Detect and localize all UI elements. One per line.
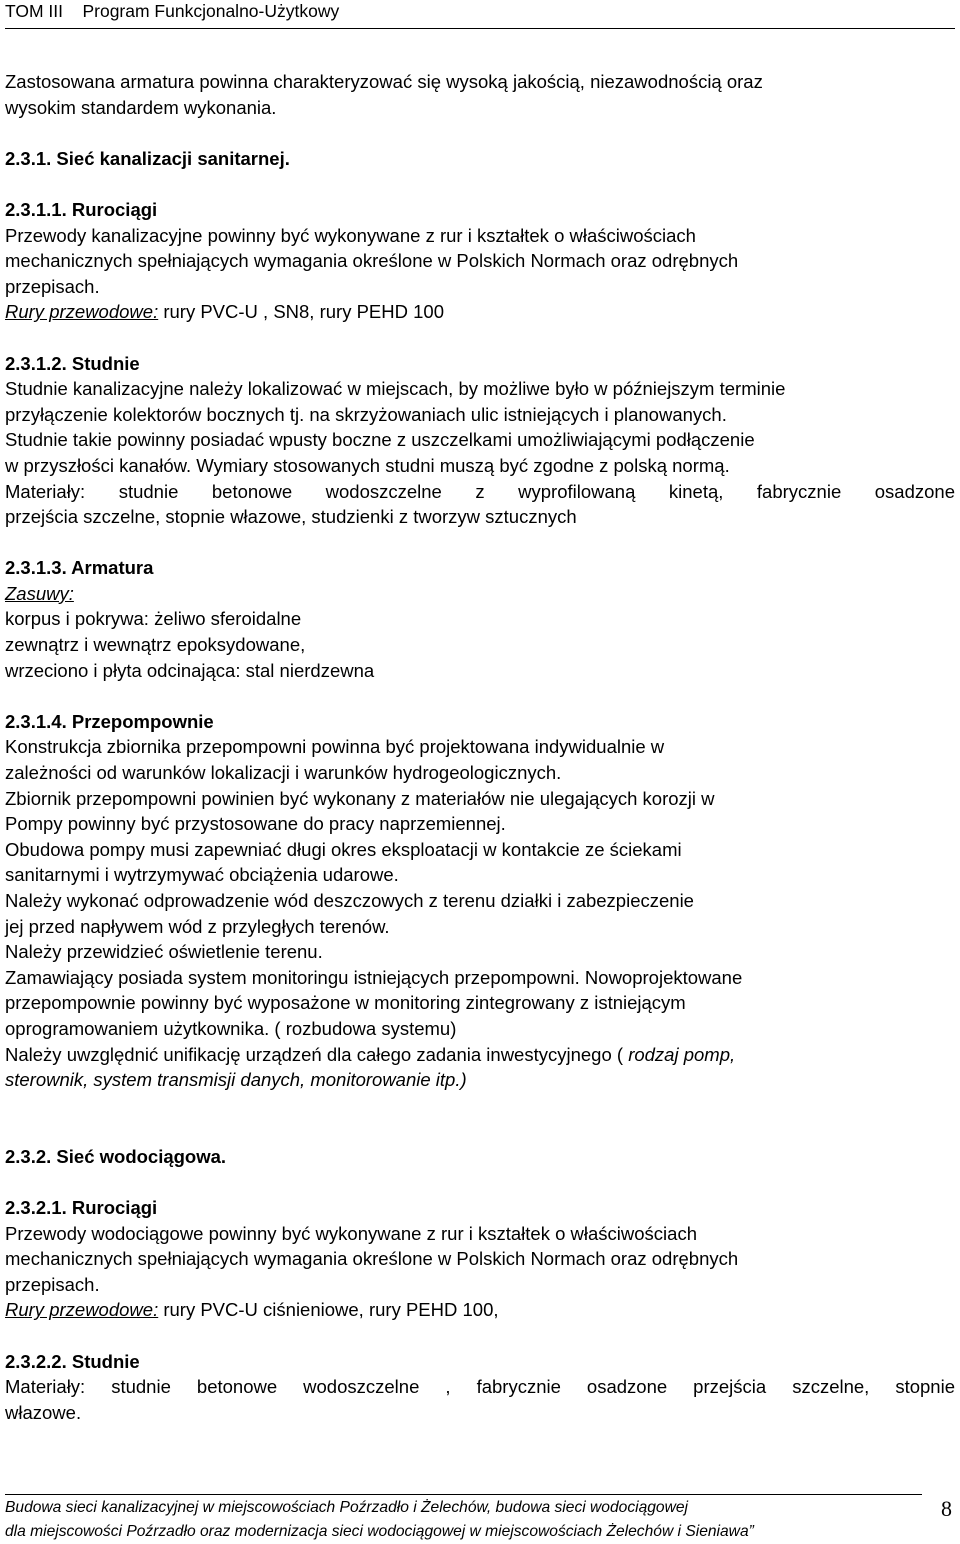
text-line [5, 1042, 955, 1068]
pipes-line [5, 299, 955, 325]
text-line: Przewody wodociągowe powinny być wykonywane z rur i kształtek o właściwościach [5, 1222, 697, 1244]
document-body [5, 69, 955, 1425]
text-line: Materiały: studnie betonowe wodoszczelne z wyprofilowaną kinetą, fabrycznie osadzone [5, 480, 955, 502]
text-line: Pompy powinny być przystosowane do pracy naprzemiennej. [5, 813, 506, 835]
text-line: w przyszłości kanałów. Wymiary stosowanych studni muszą być zgodne z polską normą. [5, 454, 730, 476]
footer-line: Budowa sieci kanalizacyjnej w miejscowościach Poźrzadło i Żelechów, budowa sieci wodociągowej [5, 1499, 688, 1516]
section-heading: 2.3.1.2. Studnie [5, 352, 140, 374]
text-line: Studnie takie powinny posiadać wpusty boczne z uszczelkami umożliwiającymi podłączenie [5, 429, 755, 451]
text-line: jej przed napływem wód z przyległych terenów. [5, 915, 390, 937]
text-line: przepisach. [5, 275, 100, 297]
text-line: sterownik, system transmisji danych, monitorowanie itp.) [5, 1069, 467, 1091]
text-line: zewnątrz i wewnątrz epoksydowane, [5, 634, 306, 656]
text-line: mechanicznych spełniających wymagania określone w Polskich Normach oraz odrębnych [5, 1248, 739, 1270]
text-line: Obudowa pompy musi zapewniać długi okres eksploatacji w kontakcie ze ściekami [5, 838, 682, 860]
intro-line: wysokim standardem wykonania. [5, 96, 277, 118]
pipes-value: rury PVC-U ciśnieniowe, rury PEHD 100, [158, 1299, 499, 1321]
intro-line: Zastosowana armatura powinna charakteryzować się wysoką jakością, niezawodnością oraz [5, 71, 763, 92]
text-line: włazowe. [5, 1401, 82, 1423]
text-line: przejścia szczelne, stopnie włazowe, studzienki z tworzyw sztucznych [5, 506, 577, 528]
text-line: Zbiornik przepompowni powinien być wykonany z materiałów nie ulegających korozji w [5, 787, 715, 809]
pipes-value: rury PVC-U , SN8, rury PEHD 100 [158, 301, 444, 323]
text-line: Konstrukcja zbiornika przepompowni powinna być projektowana indywidualnie w [5, 736, 665, 758]
section-heading: 2.3.2.1. Rurociągi [5, 1196, 158, 1218]
pipes-label: Rury przewodowe: [5, 301, 159, 323]
text-line: wrzeciono i płyta odcinająca: stal nierdzewna [5, 659, 375, 681]
pipes-line [5, 1297, 955, 1323]
text-line: Materiały: studnie betonowe wodoszczelne , fabrycznie osadzone przejścia szczelne, stopnie [5, 1376, 955, 1398]
section-heading: 2.3.1. Sieć kanalizacji sanitarnej. [5, 147, 290, 169]
text-line: Przewody kanalizacyjne powinny być wykonywane z rur i kształtek o właściwościach [5, 224, 696, 246]
text-line: Należy przewidzieć oświetlenie terenu. [5, 941, 323, 963]
section-heading: 2.3.1.3. Armatura [5, 557, 154, 579]
text-line: przepisach. [5, 1273, 100, 1295]
section-heading: 2.3.2. Sieć wodociągowa. [5, 1145, 227, 1167]
page-number: 8 [941, 1496, 952, 1521]
text-line: Zamawiający posiada system monitoringu istniejących przepompowni. Nowoprojektowane [5, 966, 743, 988]
section-heading: 2.3.1.4. Przepompownie [5, 710, 214, 732]
text-line: korpus i pokrywa: żeliwo sferoidalne [5, 608, 302, 630]
text-line: zależności od warunków lokalizacji i warunków hydrogeologicznych. [5, 762, 562, 784]
footer-line: dla miejscowości Poźrzadło oraz modernizacja sieci wodociągowej w miejscowościach Żelechów i Sieniawa” [5, 1523, 754, 1540]
subheading: Zasuwy: [5, 582, 74, 604]
text-line: sanitarnymi i wytrzymywać obciążenia udarowe. [5, 864, 399, 886]
section-heading: 2.3.2.2. Studnie [5, 1350, 140, 1372]
text-line: Studnie kanalizacyjne należy lokalizować w miejscach, by możliwe było w późniejszym terminie [5, 378, 786, 400]
text-line: oprogramowaniem użytkownika. ( rozbudowa systemu) [5, 1017, 457, 1039]
text-segment: Należy uwzględnić unifikację urządzeń dla całego zadania inwestycyjnego ( [5, 1043, 629, 1065]
text-line: przepompownie powinny być wyposażone w monitoring zintegrowany z istniejącym [5, 992, 686, 1014]
footer-divider [5, 1494, 922, 1495]
text-line: przyłączenie kolektorów bocznych tj. na skrzyżowaniach ulic istniejących i planowanych. [5, 403, 727, 425]
pipes-label: Rury przewodowe: [5, 1299, 159, 1321]
page-header [5, 0, 339, 22]
text-line: Należy wykonać odprowadzenie wód deszczowych z terenu działki i zabezpieczenie [5, 890, 694, 911]
text-line: mechanicznych spełniających wymagania określone w Polskich Normach oraz odrębnych [5, 250, 739, 272]
text-segment-italic: rodzaj pomp, [628, 1043, 736, 1065]
header-divider [5, 28, 955, 29]
program-title: Program Funkcjonalno-Użytkowy [82, 1, 340, 21]
volume-label: TOM III [5, 1, 64, 21]
page-footer [5, 1496, 754, 1544]
section-heading: 2.3.1.1. Rurociągi [5, 198, 158, 220]
